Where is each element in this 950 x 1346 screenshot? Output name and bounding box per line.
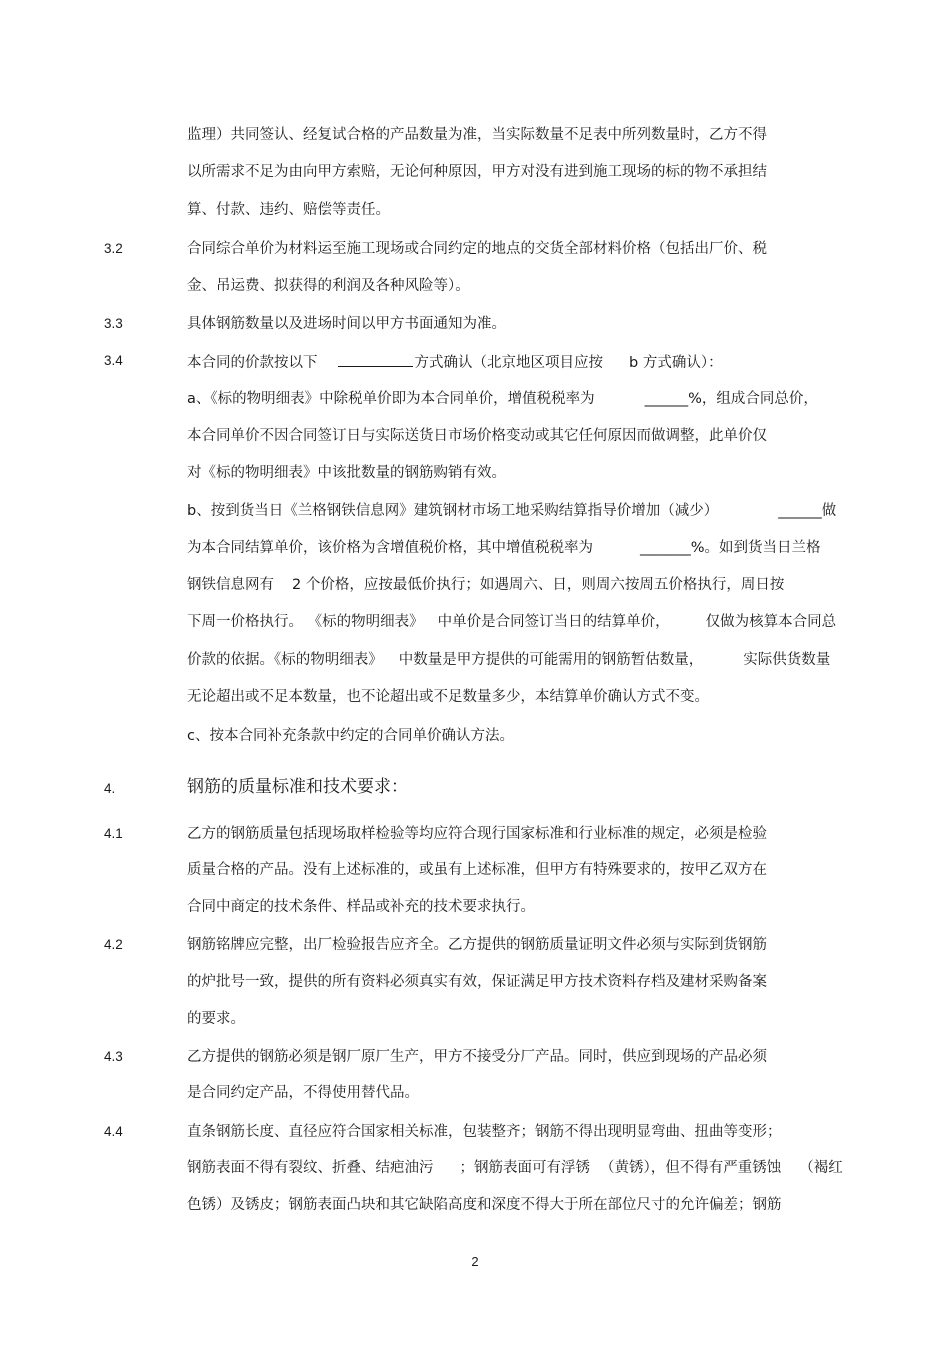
text-line xyxy=(187,1159,843,1177)
text-line: 的炉批号一致，提供的所有资料必须真实有效，保证满足甲方技术资料存档及建材采购备案 xyxy=(187,974,767,990)
text-segment: （褐红 xyxy=(799,1160,843,1176)
text-line: 对《标的物明细表》中该批数量的钢筋购销有效。 xyxy=(187,465,506,481)
text-line: 的要求。 xyxy=(187,1011,245,1027)
text-segment: （黄锈），但不得有严重锈蚀 xyxy=(600,1160,782,1176)
text-line: 是合同约定产品，不得使用替代品。 xyxy=(187,1085,419,1101)
clause-number: 4.2 xyxy=(104,937,123,952)
text-segment: 仅做为核算本合同总 xyxy=(705,614,837,630)
text-segment: a、《标的物明细表》中除税单价即为本合同单价，增值税税率为 xyxy=(187,391,595,407)
clause-number: 4.1 xyxy=(104,826,123,841)
text-line xyxy=(187,390,818,408)
text-segment: 2 个价格，应按最低价执行；如遇周六、日，则周六按周五价格执行，周日按 xyxy=(292,577,785,593)
text-segment: ；钢筋表面可有浮锈 xyxy=(459,1160,590,1176)
text-segment: 价款的依据。《标的物明细表》 xyxy=(187,652,383,668)
text-line: 以所需求不足为由向甲方索赔，无论何种原因，甲方对没有进到施工现场的标的物不承担结 xyxy=(187,164,767,180)
text-line: 钢筋铭牌应完整，出厂检验报告应齐全。乙方提供的钢筋质量证明文件必须与实际到货钢筋 xyxy=(187,937,767,953)
text-segment: 实际供货数量 xyxy=(743,652,831,668)
text-segment: b 方式确认）： xyxy=(629,355,723,371)
text-line xyxy=(187,613,836,631)
section-heading: 钢筋的质量标准和技术要求： xyxy=(187,777,408,797)
text-line: 色锈）及锈皮；钢筋表面凸块和其它缺陷高度和深度不得大于所在部位尺寸的允许偏差；钢筋 xyxy=(187,1197,782,1213)
text-segment: 为本合同结算单价，该价格为含增值税价格，其中增值税税率为 xyxy=(187,540,593,556)
text-line: 直条钢筋长度、直径应符合国家相关标准，包装整齐；钢筋不得出现明显弯曲、扭曲等变形； xyxy=(187,1124,782,1140)
text-line xyxy=(187,576,784,594)
text-line: 乙方的钢筋质量包括现场取样检验等均应符合现行国家标准和行业标准的规定，必须是检验 xyxy=(187,826,767,842)
text-line: 监理）共同签认、经复试合格的产品数量为准，当实际数量不足表中所列数量时，乙方不得 xyxy=(187,127,767,143)
clause-number: 3.4 xyxy=(104,353,123,368)
text-line xyxy=(187,352,723,372)
clause-number: 4.4 xyxy=(104,1124,123,1139)
text-segment: 方式确认（北京地区项目应按 xyxy=(414,355,603,371)
text-line: 合同综合单价为材料运至施工现场或合同约定的地点的交货全部材料价格（包括出厂价、税 xyxy=(187,241,767,257)
text-segment: _______%。如到货当日兰格 xyxy=(640,540,821,556)
text-segment: 钢筋表面不得有裂纹、折叠、结疤油污 xyxy=(187,1160,434,1176)
text-segment: ______做 xyxy=(778,503,837,519)
text-line: 具体钢筋数量以及进场时间以甲方书面通知为准。 xyxy=(187,316,506,332)
text-line: 质量合格的产品。没有上述标准的，或虽有上述标准，但甲方有特殊要求的，按甲乙双方在 xyxy=(187,862,767,878)
clause-number: 3.3 xyxy=(104,316,123,331)
text-segment: 本合同的价款按以下 xyxy=(187,355,318,371)
text-line: 乙方提供的钢筋必须是钢厂原厂生产，甲方不接受分厂产品。同时，供应到现场的产品必须 xyxy=(187,1049,767,1065)
text-line: c、按本合同补充条款中约定的合同单价确认方法。 xyxy=(187,728,514,744)
text-segment: b、按到货当日《兰格钢铁信息网》建筑钢材市场工地采购结算指导价增加（减少） xyxy=(187,503,719,519)
clause-number: 4.3 xyxy=(104,1049,123,1064)
text-line xyxy=(187,502,836,520)
fill-in-blank xyxy=(338,352,413,367)
text-line xyxy=(187,539,821,557)
section-number: 4. xyxy=(104,781,116,796)
clause-number: 3.2 xyxy=(104,241,123,256)
text-line: 无论超出或不足本数量，也不论超出或不足数量多少，本结算单价确认方式不变。 xyxy=(187,689,709,705)
text-line xyxy=(187,651,830,669)
text-segment: 中数量是甲方提供的可能需用的钢筋暂估数量， xyxy=(398,652,704,668)
text-line: 本合同单价不因合同签订日与实际送货日市场价格变动或其它任何原因而做调整，此单价仅 xyxy=(187,428,767,444)
text-line: 合同中商定的技术条件、样品或补充的技术要求执行。 xyxy=(187,899,535,915)
text-segment: 下周一价格执行。 《标的物明细表》 xyxy=(187,614,424,630)
text-segment: 钢铁信息网有 xyxy=(187,577,274,593)
text-line: 算、付款、违约、赔偿等责任。 xyxy=(187,202,390,218)
text-segment: 中单价是合同签订当日的结算单价， xyxy=(437,614,670,630)
text-line: 金、吊运费、拟获得的利润及各种风险等）。 xyxy=(187,278,470,294)
text-segment: ______%，组成合同总价， xyxy=(644,391,818,407)
page-number: 2 xyxy=(471,1254,479,1269)
